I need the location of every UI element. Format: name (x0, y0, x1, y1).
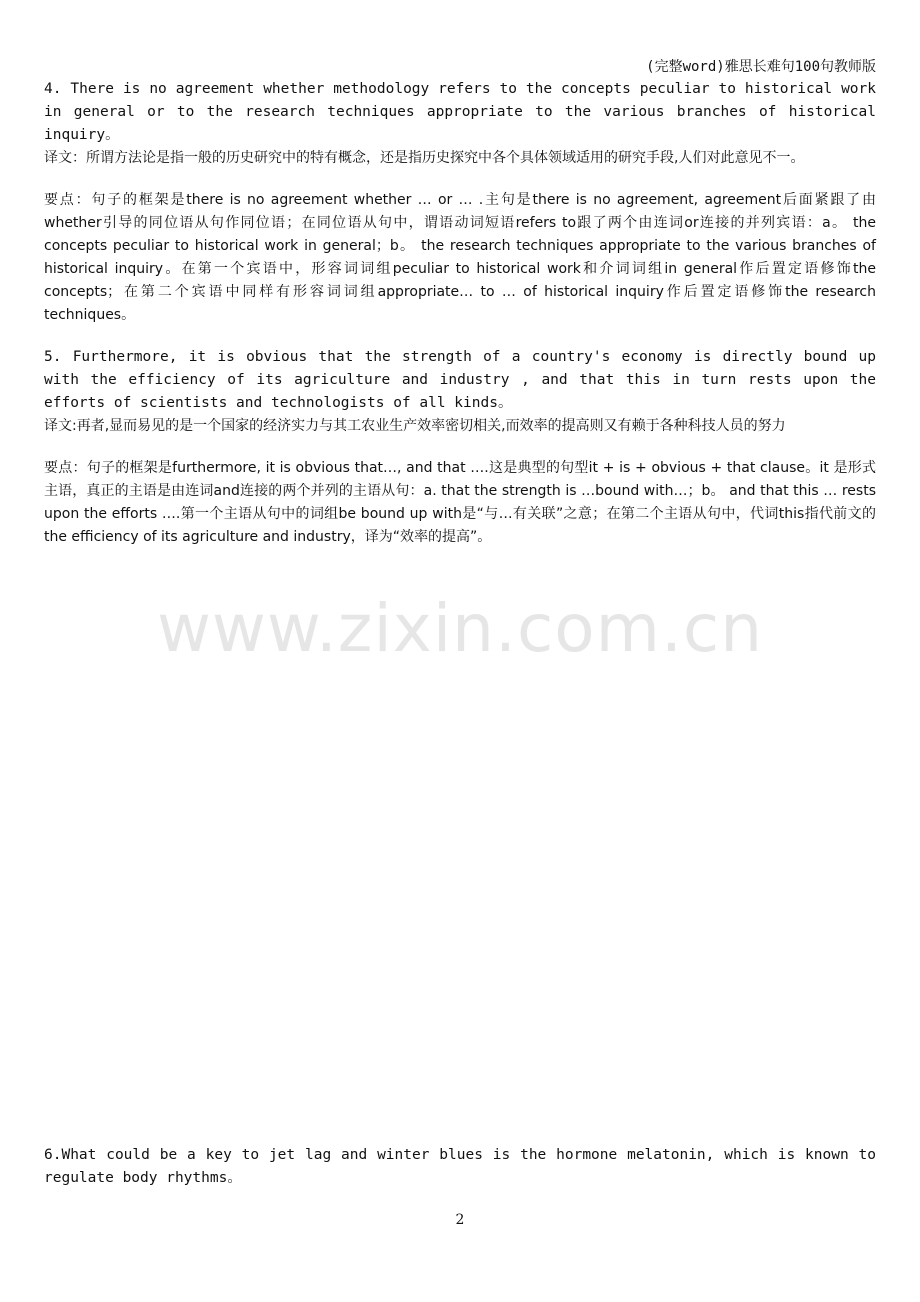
watermark-text: www.zixin.com.cn (156, 590, 764, 667)
item-6-sentence: 6.What could be a key to jet lag and winter blues is the hormone melatonin, which is known to regulate body rhythms。 (44, 1147, 876, 1186)
document-body (44, 78, 876, 549)
item-4-sentence: 4. There is no agreement whether methodology refers to the concepts peculiar to historical work in general or to the research techniques appropriate to the various branches of historical inquiry。 (44, 81, 876, 143)
item-5-translation: 译文:再者,显而易见的是一个国家的经济实力与其工农业生产效率密切相关,而效率的提高则又有赖于各种科技人员的努力 (44, 418, 786, 434)
item-5-notes: 要点：句子的框架是furthermore, it is obvious that…, and that ….这是典型的句型it + is + obvious + that clause。it 是形式主语，真正的主语是由连词and连接的两个并列的主语从句：a. that the strength is …bound with…；b。 and that this … rests upon the efforts ….第一个主语从句中的词组be bound up with是“与…有关联”之意；在第二个主语从句中，代词this指代前文的the efficiency of its agriculture and industry，译为“效率的提高”。 (44, 460, 876, 545)
page-number: 2 (455, 1212, 465, 1228)
paragraph-gap (44, 327, 876, 346)
paragraph-gap (44, 170, 876, 189)
item-4-notes: 要点：句子的框架是there is no agreement whether … or … .主句是there is no agreement, agreement后面紧跟了由whether引导的同位语从句作同位语；在同位语从句中，谓语动词短语refers to跟了两个由连词or连接的并列宾语：a。 the concepts peculiar to historical work in general；b。 the research techniques appropriate to the various branches of historical inquiry。在第一个宾语中，形容词词组peculiar to historical work和介词词组in general作后置定语修饰the concepts；在第二个宾语中同样有形容词词组appropriate… to … of historical inquiry作后置定语修饰the research techniques。 (44, 192, 876, 323)
page-header-title: (完整word)雅思长难句100句教师版 (646, 59, 876, 75)
item-4-translation: 译文：所谓方法论是指一般的历史研究中的特有概念，还是指历史探究中各个具体领域适用的研究手段,人们对此意见不一。 (44, 150, 805, 166)
item-6-block (44, 1144, 876, 1190)
item-5-sentence: 5. Furthermore, it is obvious that the strength of a country's economy is directly bound up with the efficiency of its agriculture and industry , and that this in turn rests upon the efforts of scientists and technologists of all kinds。 (44, 349, 876, 411)
paragraph-gap (44, 438, 876, 457)
